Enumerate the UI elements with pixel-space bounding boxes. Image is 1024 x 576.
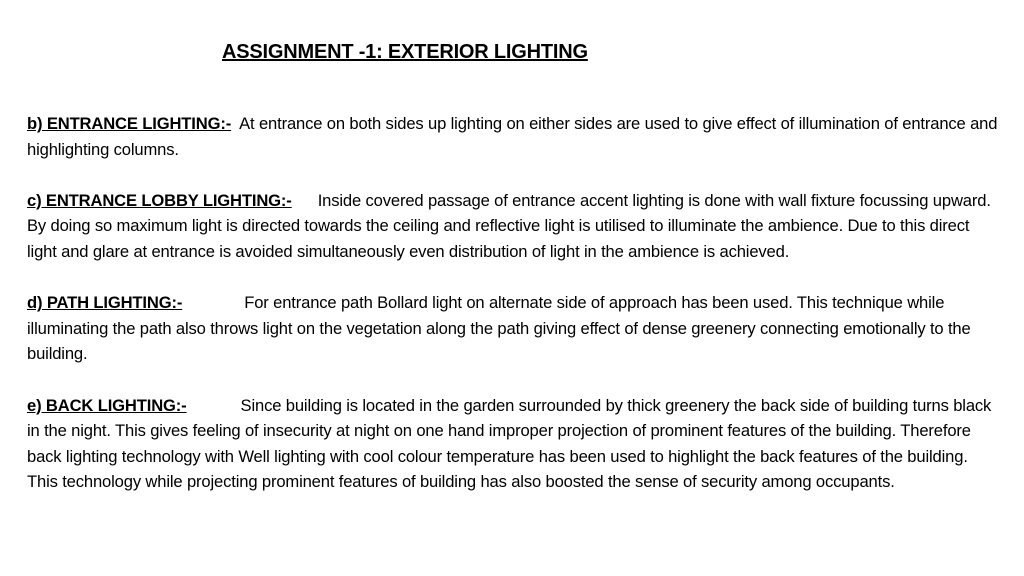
section-heading: b) ENTRANCE LIGHTING:- [27,114,232,133]
section-entrance-lighting [27,111,999,162]
section-heading: d) PATH LIGHTING:- [27,293,183,313]
section-heading: c) ENTRANCE LOBBY LIGHTING:- [27,190,292,210]
document-body [27,111,999,521]
section-text: At entrance on both sides up lighting on either sides are used to give effect of illumination of entrance and highlighting columns. [27,114,998,159]
section-entrance-lobby-lighting [27,188,999,265]
section-text: Since building is located in the garden surrounded by thick greenery the back side of building turns black in the night. This gives feeling of insecurity at night on one hand improper projection of prominent features of the building. Therefore back lighting technology with Well lighting with cool colour temperature has been used to highlight the back features of the building. This technology while projecting prominent features of building has also boosted the sense of security among occupants. [27,395,992,492]
section-back-lighting [27,393,999,495]
section-text: For entrance path Bollard light on alternate side of approach has been used. This technique while illuminating the path also throws light on the vegetation along the path giving effect of dense greenery connecting emotionally to the building. [27,293,971,364]
section-path-lighting [27,290,999,367]
section-heading: e) BACK LIGHTING:- [27,395,187,415]
page-title: ASSIGNMENT -1: EXTERIOR LIGHTING [222,41,588,63]
section-text: Inside covered passage of entrance accent lighting is done with wall fixture focussing upward. By doing so maximum light is directed towards the ceiling and reflective light is utilised to illuminate the ambience. Due to this direct light and glare at entrance is avoided simultaneously even distribution of light in the ambience is achieved. [27,190,991,261]
